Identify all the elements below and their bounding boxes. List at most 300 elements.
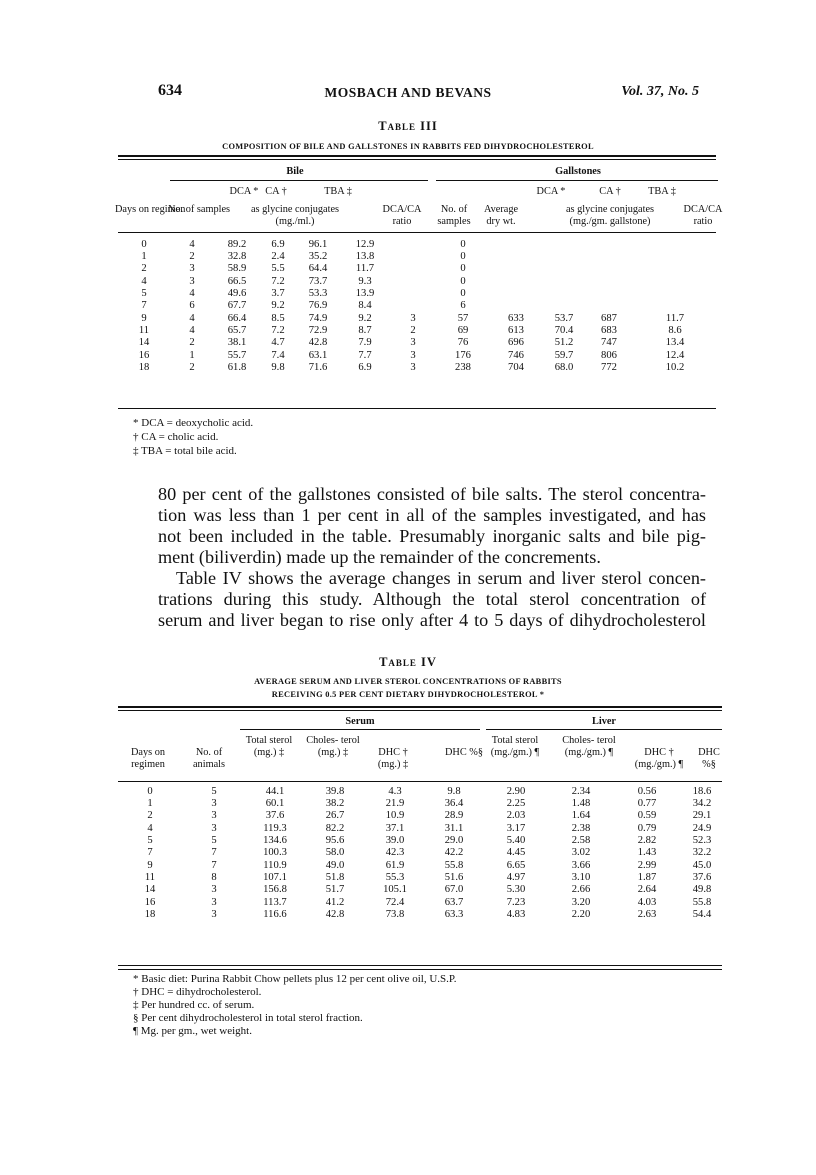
table4-row-cell: 42.3	[385, 847, 405, 859]
table3-footnote-3: ‡ TBA = total bile acid.	[133, 445, 237, 457]
table3-row-cell: 7.4	[271, 349, 285, 361]
table4-row	[118, 909, 724, 921]
table4-row-cell: 1.87	[637, 871, 657, 883]
table3-row-cell: 687	[601, 312, 617, 324]
table3-row-cell: 5.5	[271, 263, 285, 275]
table3-row-cell	[542, 239, 586, 251]
table4-row-cell: 63.7	[444, 896, 464, 908]
table3-row-cell: 806	[601, 349, 617, 361]
table3-row-cell: 7.9	[358, 337, 372, 349]
t3-h-days: Days on regimen	[115, 204, 186, 215]
table3-row-cell: 64.4	[308, 263, 328, 275]
table4-row-cell: 16	[144, 896, 156, 908]
table4-row-cell: 113.7	[263, 896, 287, 908]
table4-row-cell: 6.65	[506, 859, 526, 871]
table3-row-cell: 3	[410, 337, 416, 349]
body-line-6: trations during this study. Although the total sterol concentration of	[158, 589, 706, 609]
table3-row-cell: 2	[189, 251, 195, 263]
table3-row-cell: 8.6	[668, 324, 682, 336]
table4-row-cell: 5	[211, 835, 217, 847]
table4-row-cell: 10.9	[385, 810, 405, 822]
table4-row-cell: 2.38	[571, 822, 591, 834]
table3-row-cell: 176	[455, 349, 471, 361]
table4-row-cell: 134.6	[263, 835, 287, 847]
table3-row-cell	[390, 300, 436, 312]
table3-row-cell: 66.5	[227, 275, 247, 287]
table4-row-cell: 31.1	[444, 822, 464, 834]
table3-row-cell	[586, 288, 632, 300]
table3-row-cell: 51.2	[554, 337, 574, 349]
table4-row-cell: 3	[211, 896, 217, 908]
table3-row-cell: 71.6	[308, 361, 328, 373]
table3-row-cell: 57	[457, 312, 469, 324]
table3-top-rule	[118, 155, 716, 157]
table3-row-cell: 10.2	[665, 361, 685, 373]
t4-h-serum-total: Total sterol (mg.) ‡	[245, 735, 293, 758]
t3-h-conj-ml: as glycine conjugates	[250, 204, 340, 215]
table4-liver-rule	[486, 729, 722, 730]
table4-row-cell: 49.8	[692, 884, 712, 896]
table3-row-cell: 2	[141, 263, 147, 275]
table4-row-cell: 7	[211, 847, 217, 859]
body-line-3: not been included in the table. Presumably inorganic salts and bile pig-	[158, 526, 706, 546]
table4-row-cell: 24.9	[692, 822, 712, 834]
table3-row	[118, 325, 718, 337]
table4-row-cell: 37.1	[385, 822, 405, 834]
table3-row	[118, 276, 718, 288]
table4-row-cell: 7	[147, 847, 153, 859]
table3-row-cell: 7.7	[358, 349, 372, 361]
table3-row-cell: 0	[460, 275, 466, 287]
table4-row-cell: 0.56	[637, 785, 657, 797]
table3-row-cell: 11.7	[355, 263, 375, 275]
table4-row-cell: 2	[147, 810, 153, 822]
table4-row-cell: 2.34	[571, 785, 591, 797]
table3-row-cell: 12.4	[665, 349, 685, 361]
table4-row	[118, 897, 724, 909]
table3-row-cell: 7	[141, 300, 147, 312]
t4-h-liver-chol: Choles- terol (mg./gm.) ¶	[562, 735, 616, 758]
t3-h-ca: CA †	[265, 186, 287, 197]
table4-row-cell: 55.8	[444, 859, 464, 871]
table3-row-cell: 2	[189, 361, 195, 373]
table3-row	[118, 239, 718, 251]
table4-row-cell: 11	[144, 871, 156, 883]
table3-row-cell: 18	[138, 361, 150, 373]
table4-row-cell: 0.77	[637, 798, 657, 810]
t4-h-serum-dhc: DHC † (mg.) ‡	[377, 747, 409, 770]
running-head-volume: Vol. 37, No. 5	[621, 84, 699, 99]
table4-row-cell: 2.58	[571, 835, 591, 847]
table4-row-cell: 49.0	[325, 859, 345, 871]
table3-row-cell: 2	[410, 324, 416, 336]
table3-row-cell: 5	[141, 288, 147, 300]
t4-h-liver-dhcpct: DHC %§	[698, 747, 720, 770]
table4-row-cell: 116.6	[263, 908, 287, 920]
table3-row-cell: 38.1	[227, 337, 247, 349]
table3-row-cell: 4	[189, 324, 195, 336]
table3-row-cell	[542, 264, 586, 276]
table3-row-cell: 9.3	[358, 275, 372, 287]
t3-h-avg-dry: Average dry wt.	[483, 204, 519, 227]
table3-row-cell	[490, 264, 542, 276]
table3-row-cell: 13.9	[355, 288, 375, 300]
table3-row-cell	[542, 300, 586, 312]
table4-row-cell: 82.2	[325, 822, 345, 834]
table4-row-cell: 29.0	[444, 835, 464, 847]
table4-top-rule-2	[118, 710, 722, 711]
table3-row-cell: 9.8	[271, 361, 285, 373]
table4-row-cell: 63.3	[444, 908, 464, 920]
table3-row-cell	[632, 239, 718, 251]
table3-row-cell: 13.8	[355, 251, 375, 263]
table3-row-cell: 9.2	[358, 312, 372, 324]
table3-row-cell: 0	[460, 263, 466, 275]
table4-row-cell: 2.99	[637, 859, 657, 871]
table4-row-cell: 8	[211, 871, 217, 883]
table3-body	[118, 239, 718, 374]
table3-row-cell: 68.0	[554, 361, 574, 373]
table4-row-cell: 34.2	[692, 798, 712, 810]
table4-row-cell: 28.9	[444, 810, 464, 822]
table3-row	[118, 264, 718, 276]
table4-footnote-4: § Per cent dihydrocholesterol in total sterol fraction.	[133, 1012, 363, 1024]
table3-row	[118, 288, 718, 300]
table3-row-cell: 613	[508, 324, 524, 336]
table4-row-cell: 18.6	[692, 785, 712, 797]
table4-footnote-5: ¶ Mg. per gm., wet weight.	[133, 1025, 252, 1037]
body-line-1: 80 per cent of the gallstones consisted of bile salts. The sterol concentra-	[158, 484, 706, 504]
table3-row-cell	[632, 251, 718, 263]
t3-h-samples: No. of samples	[168, 204, 231, 215]
table4-row-cell: 4.83	[506, 908, 526, 920]
table3-row-cell	[586, 264, 632, 276]
table3-label: Table III	[378, 119, 438, 133]
running-head-authors: MOSBACH AND BEVANS	[324, 85, 492, 100]
table3-row-cell: 8.7	[358, 324, 372, 336]
table4-row-cell: 95.6	[325, 835, 345, 847]
table3-row-cell: 53.3	[308, 288, 328, 300]
table4-row-cell: 38.2	[325, 798, 345, 810]
table4-row-cell: 58.0	[325, 847, 345, 859]
table4-row-cell: 5.30	[506, 884, 526, 896]
t4-h-days: Days on regimen	[130, 747, 166, 770]
table4-top-rule	[118, 706, 722, 708]
table4-row-cell: 2.63	[637, 908, 657, 920]
table4-row-cell: 32.2	[692, 847, 712, 859]
table4-bottom-rule	[118, 965, 722, 966]
table4-bottom-rule-2	[118, 969, 722, 970]
table4-row-cell: 36.4	[444, 798, 464, 810]
table4-row-cell: 1.48	[571, 798, 591, 810]
table3-row-cell: 13.4	[665, 337, 685, 349]
t3-h-conj-gm: as glycine conjugates	[565, 204, 655, 215]
table3-row-cell: 55.7	[227, 349, 247, 361]
t3-h-ratio: DCA/CA ratio	[382, 204, 422, 227]
table3-row-cell: 53.7	[554, 312, 574, 324]
body-line-4: ment (biliverdin) made up the remainder of the concrements.	[158, 547, 601, 567]
table4-row-cell: 3	[211, 810, 217, 822]
table4-row-cell: 4.97	[506, 871, 526, 883]
table3-gallstones-rule	[436, 180, 718, 181]
table3-row-cell: 3	[410, 361, 416, 373]
table4-row	[118, 884, 724, 896]
table4-row-cell: 3.20	[571, 896, 591, 908]
table3-row	[118, 313, 718, 325]
table3-row-cell: 32.8	[227, 251, 247, 263]
table4-footnote-2: † DHC = dihydrocholesterol.	[133, 986, 262, 998]
table4-row-cell: 5	[211, 785, 217, 797]
table3-row-cell	[490, 276, 542, 288]
table4-row-cell: 41.2	[325, 896, 345, 908]
table4-row-cell: 0.79	[637, 822, 657, 834]
table4-label: Table IV	[379, 655, 437, 669]
t3-h-gs-samples: No. of samples	[437, 204, 471, 227]
table4-row	[118, 811, 724, 823]
table4-row	[118, 835, 724, 847]
table4-row-cell: 5	[147, 835, 153, 847]
table4-row-cell: 7	[211, 859, 217, 871]
table4-row-cell: 2.03	[506, 810, 526, 822]
table3-row-cell: 696	[508, 337, 524, 349]
table3-row-cell: 6	[460, 300, 466, 312]
table3-row-cell: 76	[457, 337, 469, 349]
table3-bottom-rule	[118, 408, 716, 409]
t3-h-conj-ml-unit: (mg./ml.)	[275, 216, 315, 227]
table3-row-cell: 9.2	[271, 300, 285, 312]
table3-row-cell: 3.7	[271, 288, 285, 300]
table4-row-cell: 72.4	[385, 896, 405, 908]
table4-row-cell: 51.7	[325, 884, 345, 896]
table4-row	[118, 786, 724, 798]
table4-row-cell: 3	[211, 822, 217, 834]
table3-row-cell	[490, 239, 542, 251]
table4-row-cell: 4.45	[506, 847, 526, 859]
table4-row-cell: 4	[147, 822, 153, 834]
table3-row-cell	[542, 251, 586, 263]
table3-row-cell: 746	[508, 349, 524, 361]
table3-row-cell	[390, 239, 436, 251]
table3-row-cell: 7.2	[271, 324, 285, 336]
t3-h-conj-gm-unit: (mg./gm. gallstone)	[569, 216, 651, 227]
table3-row-cell: 42.8	[308, 337, 328, 349]
table3-top-rule-2	[118, 159, 716, 160]
table3-row-cell: 4	[189, 288, 195, 300]
table4-row-cell: 18	[144, 908, 156, 920]
table3-row-cell: 4.7	[271, 337, 285, 349]
table4-row	[118, 798, 724, 810]
table3-row-cell	[490, 251, 542, 263]
table4-row-cell: 55.8	[692, 896, 712, 908]
table3-row-cell: 89.2	[227, 238, 247, 250]
table4-row-cell: 3.17	[506, 822, 526, 834]
table4-row-cell: 1	[147, 798, 153, 810]
table4-row-cell: 1.43	[637, 847, 657, 859]
table4-row-cell: 39.8	[325, 785, 345, 797]
table3-row-cell	[390, 264, 436, 276]
table4-row-cell: 2.82	[637, 835, 657, 847]
table4-row-cell: 110.9	[263, 859, 287, 871]
table4-row-cell: 2.66	[571, 884, 591, 896]
table4-body	[118, 786, 724, 921]
table3-row-cell	[632, 288, 718, 300]
table3-row-cell: 4	[141, 275, 147, 287]
table4-row-cell: 2.64	[637, 884, 657, 896]
table3-title: COMPOSITION OF BILE AND GALLSTONES IN RABBITS FED DIHYDROCHOLESTEROL	[222, 142, 594, 151]
table4-row-cell: 2.25	[506, 798, 526, 810]
table4-row-cell: 45.0	[692, 859, 712, 871]
t4-h-serum-dhcpct: DHC %§	[444, 747, 484, 758]
table3-row	[118, 350, 718, 362]
table4-row-cell: 55.3	[385, 871, 405, 883]
table4-row-cell: 0	[147, 785, 153, 797]
table3-row-cell: 67.7	[227, 300, 247, 312]
table3-footnote-2: † CA = cholic acid.	[133, 431, 219, 443]
table4-title-line2: RECEIVING 0.5 PER CENT DIETARY DIHYDROCHOLESTEROL *	[271, 690, 545, 699]
table3-row-cell	[586, 300, 632, 312]
table3-row-cell: 0	[460, 288, 466, 300]
table4-row-cell: 4.03	[637, 896, 657, 908]
table3-row-cell	[390, 276, 436, 288]
table3-row-cell	[586, 276, 632, 288]
table3-row-cell: 65.7	[227, 324, 247, 336]
table4-row-cell: 105.1	[383, 884, 407, 896]
table4-row-cell: 3.66	[571, 859, 591, 871]
table3-row-cell: 3	[410, 349, 416, 361]
table3-row-cell	[390, 251, 436, 263]
table3-row	[118, 251, 718, 263]
table4-row-cell: 42.8	[325, 908, 345, 920]
table4-row-cell: 9	[147, 859, 153, 871]
table3-row-cell: 8.4	[358, 300, 372, 312]
table4-header-rule	[118, 781, 722, 782]
table3-row-cell: 2	[189, 337, 195, 349]
table3-row-cell: 3	[189, 275, 195, 287]
table4-row-cell: 51.8	[325, 871, 345, 883]
table4-row-cell: 73.8	[385, 908, 405, 920]
table4-row-cell: 14	[144, 884, 156, 896]
table3-row-cell: 4	[189, 312, 195, 324]
table3-row-cell	[490, 300, 542, 312]
table4-row-cell: 3.10	[571, 871, 591, 883]
table3-row-cell	[632, 264, 718, 276]
table4-row-cell: 3	[211, 798, 217, 810]
table3-row-cell: 63.1	[308, 349, 328, 361]
table3-row-cell: 7.2	[271, 275, 285, 287]
table4-row-cell: 37.6	[692, 871, 712, 883]
t3-h-ratio-gs: DCA/CA ratio	[683, 204, 723, 227]
table3-row-cell: 2.4	[271, 251, 285, 263]
table3-row-cell: 66.4	[227, 312, 247, 324]
table3-row-cell	[586, 251, 632, 263]
table4-row-cell: 52.3	[692, 835, 712, 847]
table3-row-cell: 0	[141, 238, 147, 250]
table4-row-cell: 2.20	[571, 908, 591, 920]
table3-row-cell: 49.6	[227, 288, 247, 300]
table4-row	[118, 823, 724, 835]
table3-row	[118, 300, 718, 312]
table3-row-cell: 683	[601, 324, 617, 336]
table4-row	[118, 872, 724, 884]
table4-row-cell: 1.64	[571, 810, 591, 822]
table4-row-cell: 119.3	[263, 822, 287, 834]
table3-row-cell: 16	[138, 349, 150, 361]
table3-row-cell: 61.8	[227, 361, 247, 373]
table3-row-cell: 96.1	[308, 238, 328, 250]
table3-row-cell: 6.9	[358, 361, 372, 373]
body-line-2: tion was less than 1 per cent in all of the samples investigated, and has	[158, 505, 706, 525]
table4-row-cell: 3.02	[571, 847, 591, 859]
table3-row	[118, 362, 718, 374]
table3-row-cell: 1	[141, 251, 147, 263]
table4-row-cell: 26.7	[325, 810, 345, 822]
table4-group-liver: Liver	[591, 716, 617, 727]
table4-group-serum: Serum	[345, 716, 375, 727]
table4-row-cell: 44.1	[265, 785, 285, 797]
table4-footnote-3: ‡ Per hundred cc. of serum.	[133, 999, 255, 1011]
table4-row-cell: 42.2	[444, 847, 464, 859]
table3-row-cell	[542, 276, 586, 288]
table4-row-cell: 2.90	[506, 785, 526, 797]
table3-row-cell: 0	[460, 251, 466, 263]
table4-row-cell: 60.1	[265, 798, 285, 810]
table3-row-cell: 12.9	[355, 238, 375, 250]
table3-row-cell	[390, 288, 436, 300]
table3-row-cell: 11	[138, 324, 150, 336]
table3-row-cell: 69	[457, 324, 469, 336]
table3-footnote-1: * DCA = deoxycholic acid.	[133, 417, 254, 429]
table3-row-cell: 74.9	[308, 312, 328, 324]
table3-row-cell: 6.9	[271, 238, 285, 250]
table4-row-cell: 39.0	[385, 835, 405, 847]
table4-footnote-1: * Basic diet: Purina Rabbit Chow pellets plus 12 per cent olive oil, U.S.P.	[133, 973, 457, 985]
t3-h-tba-gs: TBA ‡	[648, 186, 676, 197]
table3-group-gallstones: Gallstones	[555, 166, 601, 177]
table3-row-cell: 14	[138, 337, 150, 349]
table4-row-cell: 4.3	[388, 785, 402, 797]
table4-row-cell: 37.6	[265, 810, 285, 822]
table4-row	[118, 860, 724, 872]
table3-row-cell: 0	[460, 238, 466, 250]
t3-h-tba: TBA ‡	[324, 186, 352, 197]
page-number: 634	[158, 82, 182, 99]
table4-row-cell: 107.1	[263, 871, 287, 883]
table3-row-cell: 704	[508, 361, 524, 373]
table4-row-cell: 3	[211, 908, 217, 920]
table3-row-cell: 73.7	[308, 275, 328, 287]
table4-row-cell: 0.59	[637, 810, 657, 822]
table3-row-cell: 772	[601, 361, 617, 373]
table4-row-cell: 9.8	[447, 785, 461, 797]
t3-h-dca-gs: DCA *	[536, 186, 566, 197]
table4-row-cell: 7.23	[506, 896, 526, 908]
table3-row-cell: 8.5	[271, 312, 285, 324]
table4-row-cell: 5.40	[506, 835, 526, 847]
table4-row-cell: 100.3	[263, 847, 287, 859]
table3-row-cell: 238	[455, 361, 471, 373]
table3-bile-rule	[170, 180, 428, 181]
table4-row-cell: 156.8	[263, 884, 287, 896]
body-line-5: Table IV shows the average changes in serum and liver sterol concen-	[176, 568, 706, 588]
table3-row-cell: 58.9	[227, 263, 247, 275]
table3-row	[118, 337, 718, 349]
table4-row-cell: 67.0	[444, 884, 464, 896]
table4-row-cell: 61.9	[385, 859, 405, 871]
table3-row-cell	[632, 300, 718, 312]
table4-row-cell: 54.4	[692, 908, 712, 920]
t4-h-animals: No. of animals	[192, 747, 226, 770]
table3-row-cell	[586, 239, 632, 251]
